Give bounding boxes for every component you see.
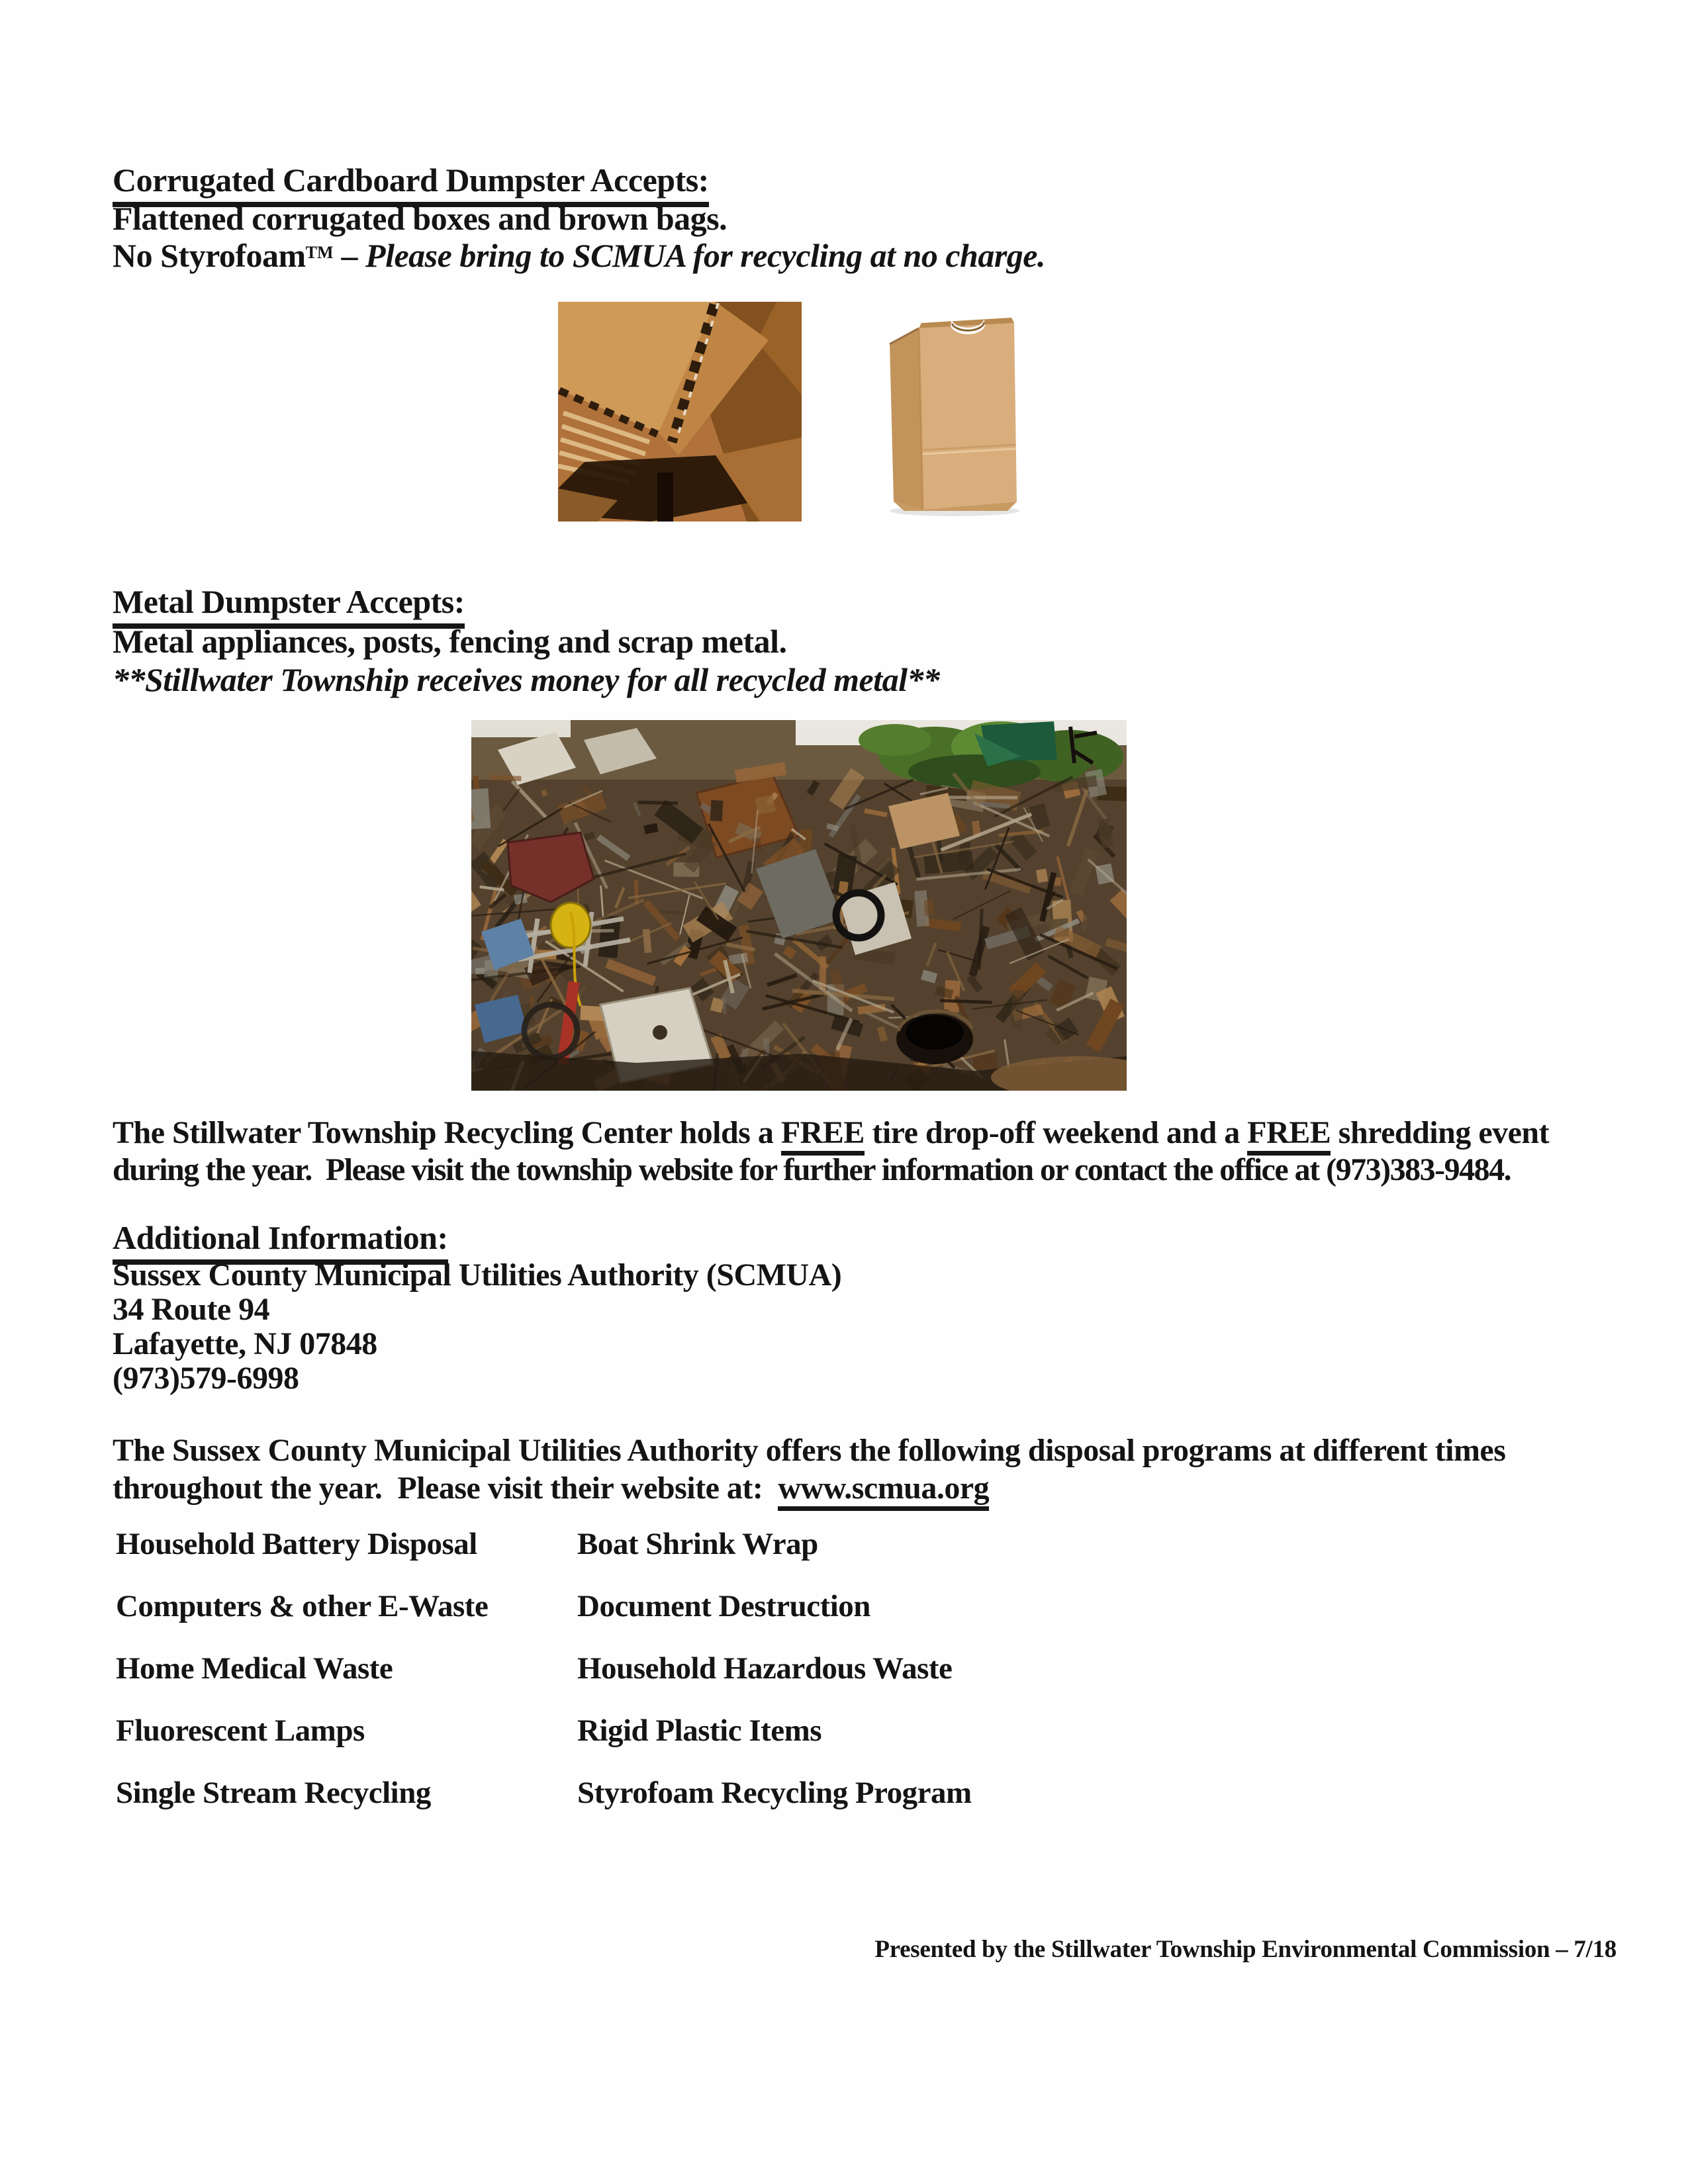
program-row xyxy=(116,1526,972,1588)
trademark-symbol: TM xyxy=(305,243,334,262)
cardboard-photo xyxy=(558,302,802,522)
paper-bag-photo-graphic xyxy=(878,303,1031,518)
recycling-center-paragraph xyxy=(113,1115,1549,1189)
dash-text: – xyxy=(333,237,366,274)
scmua-street: 34 Route 94 xyxy=(113,1292,270,1327)
program-row xyxy=(116,1651,972,1713)
program-item: Home Medical Waste xyxy=(116,1651,393,1686)
scmua-paragraph-line1: The Sussex County Municipal Utilities Authority offers the following disposal programs at different times xyxy=(113,1433,1506,1468)
program-item: Household Battery Disposal xyxy=(116,1527,477,1561)
disposal-programs-list xyxy=(116,1526,972,1837)
scmua-website-link: www.scmua.org xyxy=(778,1471,989,1511)
paragraph-text: tire drop-off weekend and a xyxy=(864,1115,1248,1150)
cardboard-section-line1: Flattened corrugated boxes and brown bags. xyxy=(113,200,727,237)
metal-section-heading: Metal Dumpster Accepts: xyxy=(113,582,465,629)
scrap-metal-photo xyxy=(471,720,1127,1091)
scrap-metal-photo-graphic xyxy=(471,720,1127,1091)
program-row xyxy=(116,1588,972,1651)
program-item: Document Destruction xyxy=(577,1589,870,1623)
scmua-org-name: Sussex County Municipal Utilities Authority (SCMUA) xyxy=(113,1257,842,1293)
program-item: Fluorescent Lamps xyxy=(116,1713,365,1748)
program-item: Rigid Plastic Items xyxy=(577,1713,822,1748)
free-underlined-2: FREE xyxy=(1247,1115,1331,1156)
bring-to-scmua-text: Please bring to SCMUA for recycling at no charge. xyxy=(365,237,1045,274)
program-item: Computers & other E-Waste xyxy=(116,1589,489,1623)
program-item: Styrofoam Recycling Program xyxy=(577,1776,972,1810)
scmua-city-state-zip: Lafayette, NJ 07848 xyxy=(113,1326,377,1361)
footer-credit: Presented by the Stillwater Township Environmental Commission – 7/18 xyxy=(874,1936,1617,1963)
scmua-phone: (973)579-6998 xyxy=(113,1361,299,1396)
cardboard-section-line2 xyxy=(113,236,1045,275)
paragraph-text: shredding event xyxy=(1331,1115,1550,1150)
additional-info-heading: Additional Information: xyxy=(113,1218,448,1265)
free-underlined-1: FREE xyxy=(781,1115,865,1156)
scmua-paragraph xyxy=(113,1432,1505,1507)
cardboard-section-heading: Corrugated Cardboard Dumpster Accepts: xyxy=(113,161,709,207)
program-row xyxy=(116,1775,972,1837)
scmua-paragraph-line2 xyxy=(113,1469,1505,1507)
program-item: Boat Shrink Wrap xyxy=(577,1527,818,1561)
paragraph-text: The Stillwater Township Recycling Center holds a xyxy=(113,1115,781,1150)
cardboard-photo-graphic xyxy=(558,302,802,522)
paragraph-text: throughout the year. Please visit their website at: xyxy=(113,1471,778,1506)
metal-section-line1: Metal appliances, posts, fencing and scrap metal. xyxy=(113,623,787,660)
recycling-center-paragraph-line2: during the year. Please visit the township website for further information or contact the office at (973)383-9484. xyxy=(113,1152,1511,1187)
program-row xyxy=(116,1713,972,1775)
paper-bag-photo xyxy=(878,303,1031,518)
metal-section-line2: **Stillwater Township receives money for all recycled metal** xyxy=(113,661,940,698)
program-item: Household Hazardous Waste xyxy=(577,1651,953,1686)
program-item: Single Stream Recycling xyxy=(116,1776,431,1810)
recycling-center-paragraph-line1 xyxy=(113,1115,1549,1152)
scmua-address-block xyxy=(113,1258,841,1396)
no-styrofoam-text: No Styrofoam xyxy=(113,237,306,274)
